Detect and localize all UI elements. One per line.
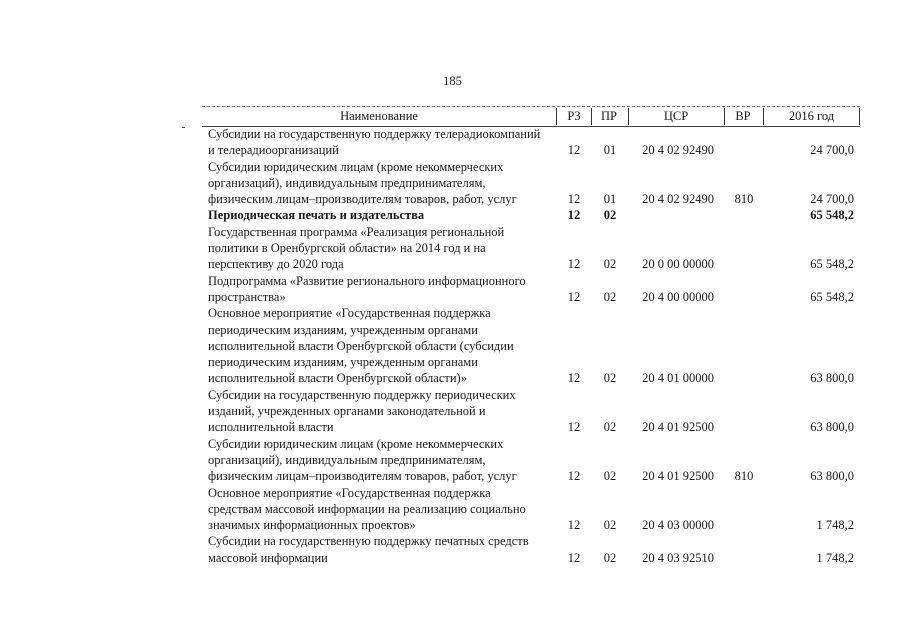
row-csr: 20 0 00 00000 bbox=[642, 257, 714, 272]
row-sum: 63 800,0 bbox=[810, 371, 854, 386]
row-pr: 02 bbox=[603, 469, 617, 484]
row-name: Основное мероприятие «Государственная поддержка периодическим изданиям, учрежденным органами исполнительной власти Оренбургской области (субсидии периодическим изданиям, учрежденным органами исполнительной власти Оренбургской области)» bbox=[208, 306, 514, 386]
row-name: Государственная программа «Реализация региональной политики в Оренбургской области» на 2014 год и на перспективу до 2020 года bbox=[208, 224, 505, 272]
row-rz: 12 bbox=[567, 143, 581, 158]
table-body bbox=[0, 126, 905, 566]
row-pr: 01 bbox=[603, 143, 617, 158]
header-divider bbox=[724, 108, 725, 125]
row-name: Субсидии юридическим лицам (кроме некоммерческих организаций), индивидуальным предпринимателям, физическим лицам–производителям товаров, работ, услуг bbox=[208, 159, 517, 207]
row-rz: 12 bbox=[567, 469, 581, 484]
row-rz: 12 bbox=[567, 550, 581, 565]
row-pr: 02 bbox=[603, 289, 617, 304]
row-rz: 12 bbox=[567, 420, 581, 435]
header-rz: РЗ bbox=[567, 109, 581, 123]
row-csr: 20 4 03 92510 bbox=[642, 550, 714, 565]
row-sum: 63 800,0 bbox=[810, 420, 854, 435]
table-row bbox=[0, 126, 905, 159]
row-pr: 02 bbox=[603, 371, 617, 386]
row-name: Основное мероприятие «Государственная поддержка средствам массовой информации на реализацию социально значимых информационных проектов» bbox=[208, 485, 526, 533]
row-sum: 65 548,2 bbox=[810, 257, 854, 272]
row-pr: 02 bbox=[603, 257, 617, 272]
row-csr: 20 4 02 92490 bbox=[642, 143, 714, 158]
table-row bbox=[0, 387, 905, 436]
row-rz: 12 bbox=[567, 192, 581, 207]
table-row-section bbox=[0, 207, 905, 223]
row-name: Субсидии на государственную поддержку печатных средств массовой информации bbox=[208, 534, 529, 565]
row-sum: 1 748,2 bbox=[816, 550, 854, 565]
row-name: Подпрограмма «Развитие регионального информационного пространства» bbox=[208, 273, 526, 304]
row-name: Субсидии на государственную поддержку периодических изданий, учрежденных органами законодательной и исполнительной власти bbox=[208, 387, 516, 435]
row-rz: 12 bbox=[567, 518, 581, 533]
row-csr: 20 4 02 92490 bbox=[642, 192, 714, 207]
header-divider bbox=[628, 108, 629, 125]
table-header bbox=[202, 106, 860, 127]
row-rz: 12 bbox=[567, 208, 581, 223]
row-pr: 02 bbox=[603, 518, 617, 533]
table-row bbox=[0, 305, 905, 386]
row-name: Периодическая печать и издательства bbox=[208, 208, 425, 223]
row-pr: 01 bbox=[603, 192, 617, 207]
header-pr: ПР bbox=[601, 109, 617, 123]
table-row bbox=[0, 533, 905, 566]
table-row bbox=[0, 224, 905, 273]
row-csr: 20 4 01 92500 bbox=[642, 420, 714, 435]
row-pr: 02 bbox=[603, 208, 617, 223]
header-csr: ЦСР bbox=[663, 109, 689, 123]
row-sum: 1 748,2 bbox=[816, 518, 854, 533]
table-row bbox=[0, 485, 905, 534]
header-vr: ВР bbox=[735, 109, 751, 123]
row-sum: 65 548,2 bbox=[810, 208, 854, 223]
row-csr: 20 4 00 00000 bbox=[642, 289, 714, 304]
header-divider bbox=[763, 108, 764, 125]
header-name: Наименование bbox=[340, 109, 418, 123]
row-csr: 20 4 01 00000 bbox=[642, 371, 714, 386]
row-sum: 24 700,0 bbox=[810, 143, 854, 158]
page-number: 185 bbox=[443, 74, 462, 88]
row-pr: 02 bbox=[603, 420, 617, 435]
row-rz: 12 bbox=[567, 289, 581, 304]
row-name: Субсидии юридическим лицам (кроме некоммерческих организаций), индивидуальным предпринимателям, физическим лицам–производителям товаров, работ, услуг bbox=[208, 436, 517, 484]
table-row bbox=[0, 273, 905, 306]
row-csr: 20 4 03 00000 bbox=[642, 518, 714, 533]
row-csr: 20 4 01 92500 bbox=[642, 469, 714, 484]
row-vr: 810 bbox=[734, 192, 754, 207]
row-rz: 12 bbox=[567, 257, 581, 272]
table-row bbox=[0, 159, 905, 208]
row-sum: 65 548,2 bbox=[810, 289, 854, 304]
row-name: Субсидии на государственную поддержку телерадиокомпаний и телерадиоорганизаций bbox=[208, 127, 541, 158]
table-row bbox=[0, 436, 905, 485]
row-vr: 810 bbox=[734, 469, 754, 484]
header-divider bbox=[556, 108, 557, 125]
header-year: 2016 год bbox=[788, 109, 835, 123]
row-sum: 24 700,0 bbox=[810, 192, 854, 207]
row-pr: 02 bbox=[603, 550, 617, 565]
row-rz: 12 bbox=[567, 371, 581, 386]
header-divider bbox=[859, 108, 860, 125]
row-sum: 63 800,0 bbox=[810, 469, 854, 484]
